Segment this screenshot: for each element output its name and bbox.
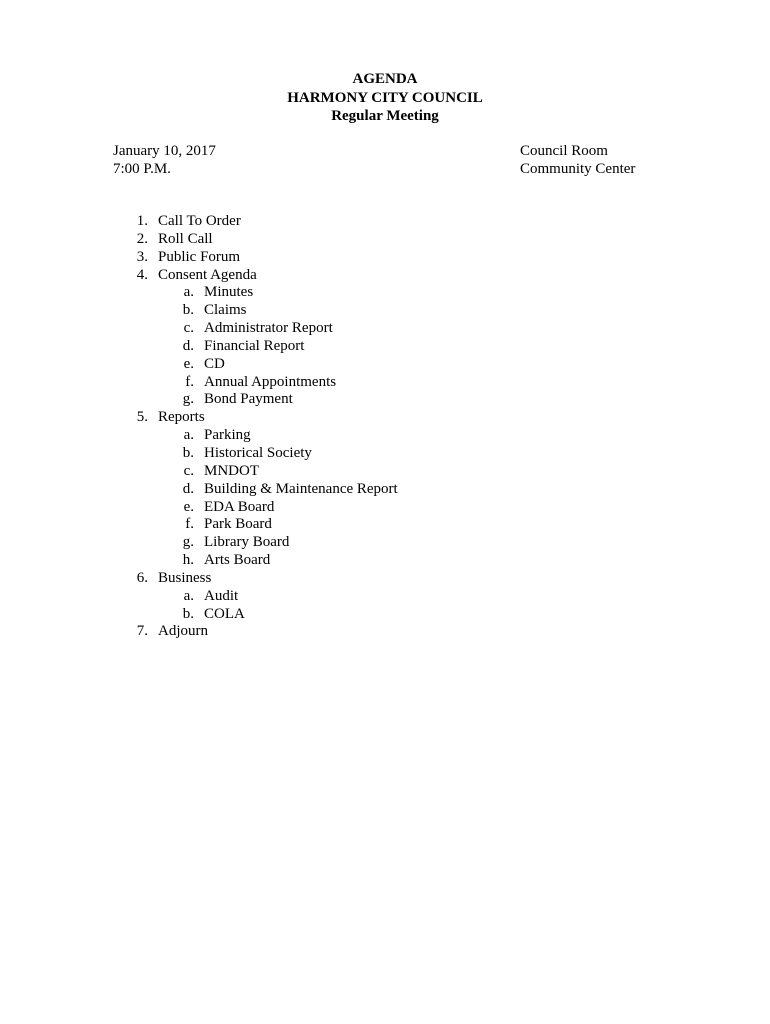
agenda-subitem-letter: f. (185, 516, 194, 533)
agenda-item (0, 267, 770, 285)
agenda-subitem (0, 481, 770, 499)
agenda-subitem-label: Audit (204, 587, 239, 604)
agenda-item-label: Business (158, 569, 212, 586)
agenda-subitem-label: Administrator Report (204, 320, 333, 337)
agenda-subitem (0, 320, 770, 338)
agenda-subitem-letter: g. (182, 534, 194, 551)
agenda-item (0, 623, 770, 641)
agenda-subitem-letter: h. (182, 552, 194, 569)
agenda-subitem-label: Minutes (204, 284, 254, 301)
agenda-item-label: Adjourn (158, 623, 208, 640)
agenda-subitem-label: Park Board (204, 516, 272, 533)
agenda-item-label: Consent Agenda (158, 266, 257, 283)
agenda-subitem (0, 606, 770, 624)
agenda-item-label: Reports (158, 409, 205, 426)
meeting-room: Council Room (520, 143, 608, 159)
meeting-venue: Community Center (520, 161, 636, 177)
agenda-subitem (0, 516, 770, 534)
agenda-subitem (0, 552, 770, 570)
agenda-subitem-letter: b. (182, 605, 194, 622)
agenda-subitem-letter: c. (183, 462, 194, 479)
agenda-subitem-letter: a. (183, 284, 194, 301)
agenda-subitem (0, 588, 770, 606)
agenda-subitem-label: Claims (204, 302, 247, 319)
agenda-item-label: Roll Call (158, 230, 213, 247)
agenda-item-label: Call To Order (158, 213, 241, 229)
agenda-subitem (0, 374, 770, 392)
agenda-subitem-letter: d. (182, 480, 194, 497)
agenda-subitem (0, 445, 770, 463)
agenda-list (0, 213, 770, 641)
meeting-datetime (113, 142, 216, 178)
meeting-location (520, 142, 635, 178)
agenda-subitem-label: COLA (204, 605, 245, 622)
agenda-item-number: 1. (136, 213, 148, 229)
agenda-item-label: Public Forum (158, 248, 241, 265)
agenda-subitem (0, 463, 770, 481)
agenda-item-number: 7. (136, 623, 148, 640)
agenda-subitem-label: Annual Appointments (204, 373, 337, 390)
agenda-subitem-letter: a. (183, 587, 194, 604)
meeting-time: 7:00 P.M. (113, 161, 171, 177)
agenda-subitem-letter: b. (182, 302, 194, 319)
agenda-subitem-label: Bond Payment (204, 391, 293, 408)
agenda-subitem (0, 338, 770, 356)
meeting-date: January 10, 2017 (113, 143, 216, 159)
agenda-item (0, 249, 770, 267)
agenda-subitem (0, 499, 770, 517)
agenda-subitem-letter: f. (185, 373, 194, 390)
agenda-item-number: 2. (136, 230, 148, 247)
agenda-subitem-label: CD (204, 355, 225, 372)
agenda-subitem (0, 284, 770, 302)
agenda-item-number: 4. (136, 266, 148, 283)
agenda-subitem (0, 391, 770, 409)
agenda-item-number: 6. (136, 569, 148, 586)
agenda-subitem-letter: g. (182, 391, 194, 408)
agenda-subitem-label: Building & Maintenance Report (204, 480, 398, 497)
agenda-item-number: 5. (136, 409, 148, 426)
agenda-subitem-label: Arts Board (204, 552, 271, 569)
agenda-item (0, 231, 770, 249)
agenda-subitem (0, 534, 770, 552)
agenda-subitem-label: Library Board (204, 534, 290, 551)
agenda-subitem-letter: c. (183, 320, 194, 337)
agenda-item (0, 570, 770, 588)
agenda-subitem (0, 356, 770, 374)
organization-name: HARMONY CITY COUNCIL (287, 89, 483, 106)
agenda-subitem-label: Parking (204, 427, 251, 444)
agenda-subitem-letter: d. (182, 337, 194, 354)
agenda-subitem-label: Financial Report (204, 337, 305, 354)
agenda-item (0, 213, 770, 231)
agenda-subitem-label: MNDOT (204, 462, 259, 479)
page-title: AGENDA (352, 71, 418, 87)
meeting-type: Regular Meeting (331, 108, 439, 124)
agenda-subitem-letter: b. (182, 444, 194, 461)
agenda-subitem-letter: e. (183, 498, 194, 515)
agenda-subitem-label: Historical Society (204, 444, 312, 461)
agenda-subitem (0, 302, 770, 320)
agenda-subitem (0, 427, 770, 445)
agenda-item (0, 409, 770, 427)
agenda-subitem-letter: e. (183, 355, 194, 372)
agenda-subitem-label: EDA Board (204, 498, 275, 515)
agenda-item-number: 3. (136, 248, 148, 265)
agenda-header (0, 70, 770, 126)
agenda-subitem-letter: a. (183, 427, 194, 444)
